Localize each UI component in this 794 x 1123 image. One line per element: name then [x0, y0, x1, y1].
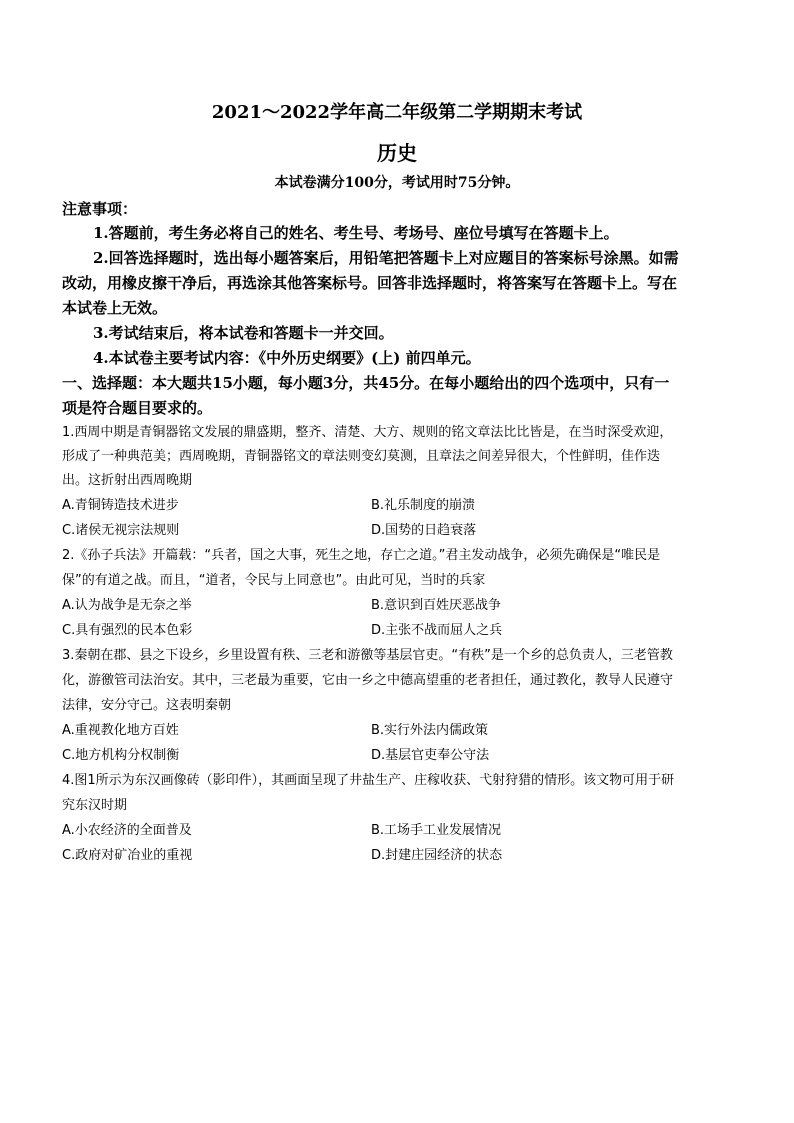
question-3-option-d: D.基层官吏奉公守法	[371, 748, 490, 763]
question-4-option-b: B.工场手工业发展情况	[371, 823, 502, 838]
question-3-option-c: C.地方机构分权制衡	[62, 748, 180, 763]
question-3-option-a: A.重视教化地方百姓	[62, 723, 179, 738]
notice-line: 本试卷上无效。	[62, 299, 168, 317]
section-heading: 一、选择题：本大题共15小题，每小题3分，共45分。在每小题给出的四个选项中，只有一	[62, 374, 670, 392]
notice-line: 4.本试卷主要考试内容：《中外历史纲要》(上) 前四单元。	[93, 349, 481, 367]
question-4-option-c: C.政府对矿冶业的重视	[62, 848, 193, 863]
question-3-stem: 3.秦朝在郡、县之下设乡，乡里设置有秩、三老和游徼等基层官吏。“有秩”是一个乡的总负责人，三老管教	[62, 648, 673, 663]
question-2-stem: 保”的有道之战。而且，“道者，令民与上同意也”。由此可见，当时的兵家	[62, 573, 486, 588]
question-3-stem: 法律，安分守己。这表明秦朝	[62, 698, 232, 713]
section-heading: 项是符合题目要求的。	[62, 399, 213, 417]
question-1-stem: 1.西周中期是青铜器铭文发展的鼎盛期，整齐、清楚、大方、规则的铭文章法比比皆是，在当时深受欢迎，	[62, 425, 673, 440]
question-2-option-a: A.认为战争是无奈之举	[62, 598, 192, 613]
question-2-option-b: B.意识到百姓厌恶战争	[371, 598, 502, 613]
question-3-stem: 化，游徼管司法治安。其中，三老最为重要，它由一乡之中德高望重的老者担任，通过教化，教导人民遵守	[62, 673, 674, 688]
notice-line: 3.考试结束后，将本试卷和答题卡一并交回。	[93, 324, 394, 342]
question-1-stem: 形成了一种典范美；西周晚期，青铜器铭文的章法则变幻莫测，且章法之间差异很大，个性鲜明，佳作迭	[62, 449, 661, 464]
question-1-option-a: A.青铜铸造技术进步	[62, 498, 179, 513]
notice-line: 改动，用橡皮擦干净后，再选涂其他答案标号。回答非选择题时，将答案写在答题卡上。写在	[62, 274, 678, 292]
subject-title: 历史	[377, 141, 417, 165]
question-1-option-b: B.礼乐制度的崩溃	[371, 498, 476, 513]
exam-subtitle: 本试卷满分100分，考试用时75分钟。	[274, 175, 520, 191]
question-4-stem: 究东汉时期	[62, 798, 128, 813]
question-2-stem: 2.《孙子兵法》开篇载：“兵者，国之大事，死生之地，存亡之道。”君主发动战争，必须先确保是“唯民是	[62, 548, 661, 563]
question-4-stem: 4.图1所示为东汉画像砖（影印件），其画面呈现了井盐生产、庄稼收获、弋射狩猎的情形。该文物可用于研	[62, 773, 675, 788]
exam-title: 2021～2022学年高二年级第二学期期末考试	[211, 102, 583, 123]
question-4-option-a: A.小农经济的全面普及	[62, 823, 192, 838]
notice-line: 1.答题前，考生务必将自己的姓名、考生号、考场号、座位号填写在答题卡上。	[93, 224, 619, 242]
notice-line: 2.回答选择题时，选出每小题答案后，用铅笔把答题卡上对应题目的答案标号涂黑。如需	[93, 249, 679, 267]
notice-heading: 注意事项：	[62, 200, 138, 218]
question-4-option-d: D.封建庄园经济的状态	[371, 848, 503, 863]
question-1-stem: 出。这折射出西周晚期	[62, 473, 193, 488]
question-2-option-c: C.具有强烈的民本色彩	[62, 623, 193, 638]
question-1-option-d: D.国势的日趋衰落	[371, 523, 477, 538]
question-3-option-b: B.实行外法内儒政策	[371, 723, 489, 738]
question-2-option-d: D.主张不战而屈人之兵	[371, 623, 503, 638]
question-1-option-c: C.诸侯无视宗法规则	[62, 523, 180, 538]
